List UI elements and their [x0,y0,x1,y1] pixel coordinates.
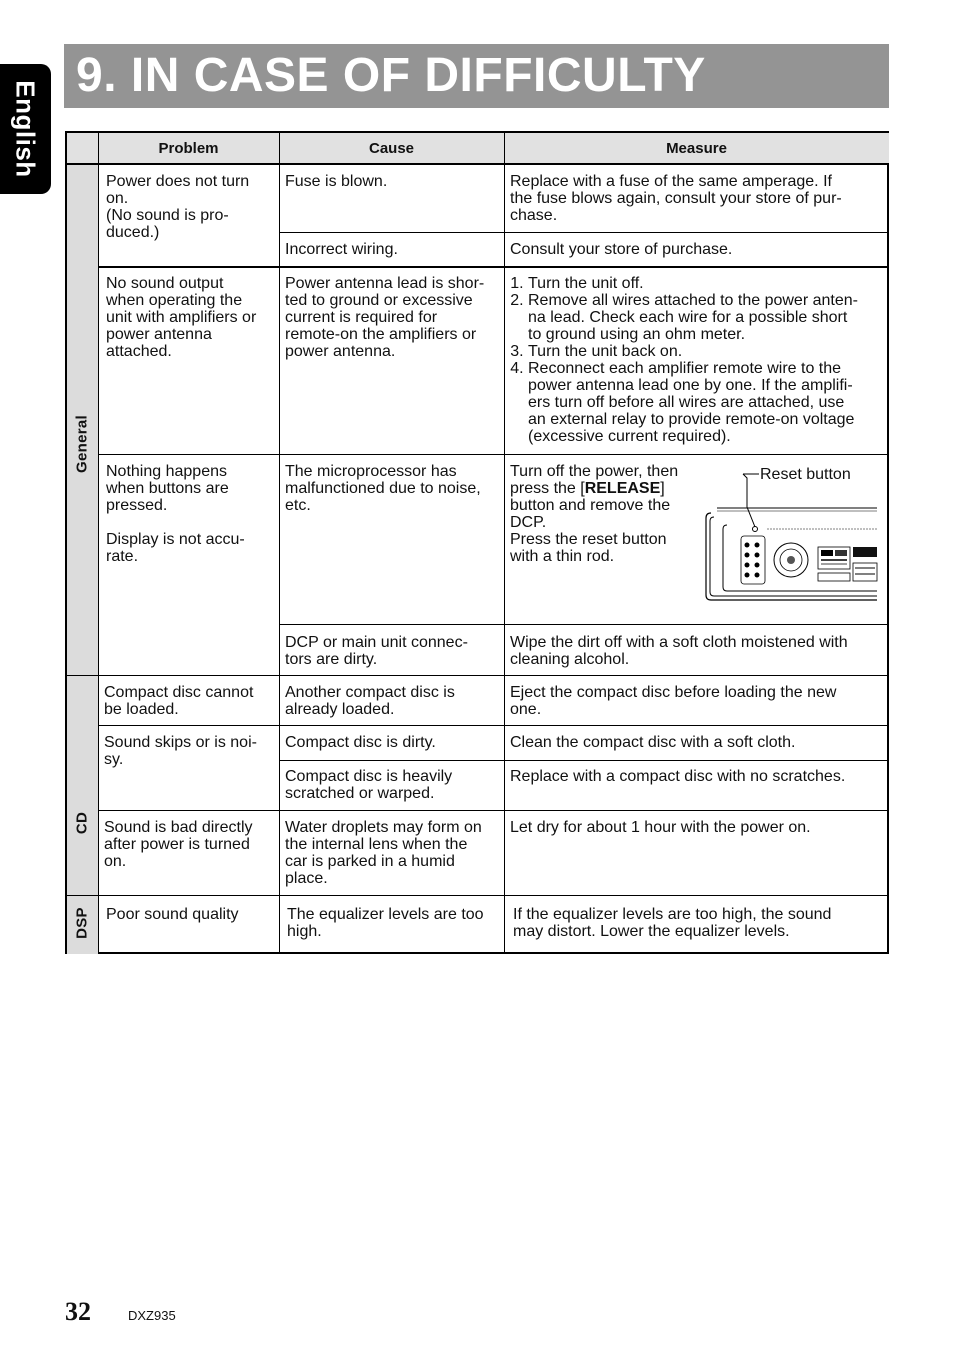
text-line: Wipe the dirt off with a soft cloth moistened with [510,634,848,651]
cause-cell [285,463,500,514]
step-item [528,292,886,343]
text-line: remote-on the amplifiers or [285,326,477,343]
row-divider [98,810,889,811]
header-cause: Cause [279,133,504,164]
text-line: be loaded. [104,701,179,718]
text-line: Let dry for about 1 hour with the power on. [510,819,811,836]
header-problem: Problem [98,133,279,164]
text-line: Another compact disc is [285,684,455,701]
cause-cell [285,173,500,190]
text-line: duced.) [106,224,160,241]
step-item [528,275,886,292]
text-line: malfunctioned due to noise, [285,480,481,497]
text-line: Turn off the power, then [510,463,679,480]
text-line: rate. [106,548,139,565]
problem-cell [106,463,276,565]
cause-cell [285,684,500,718]
text-line: Press the reset button [510,531,667,548]
cause-cell [285,241,500,258]
text-part: press the [ [510,480,585,497]
text-line: the fuse blows again, consult your store of pur- [510,190,842,207]
text-line: pressed. [106,497,168,514]
text-line: power antenna [106,326,212,343]
row-divider [67,163,889,165]
text-line: Poor sound quality [106,906,239,923]
text-line: unit with amplifiers or [106,309,257,326]
text-line: scratched or warped. [285,785,435,802]
row-divider [279,232,889,233]
text-line: sy. [104,751,124,768]
header-blank [67,133,98,164]
text-line: DCP. [510,514,547,531]
text-line: Turn the unit off. [528,275,644,292]
row-divider [98,266,889,268]
text-line: cleaning alcohol. [510,651,630,668]
text-line: Water droplets may form on [285,819,482,836]
text-line: Turn the unit back on. [528,343,683,360]
text-line: the internal lens when the [285,836,468,853]
text-line: Incorrect wiring. [285,241,398,258]
text-line: high. [287,923,322,940]
language-tab-label: English [10,80,41,178]
row-divider [279,760,889,761]
cause-cell [285,275,500,360]
col-divider [504,133,505,954]
text-line: (excessive current required). [528,428,731,445]
measure-steps [510,275,886,445]
text-line: Consult your store of purchase. [510,241,733,258]
text-line: place. [285,870,328,887]
text-line: on. [106,190,129,207]
release-key-label: RELEASE [584,480,661,497]
text-line: car is parked in a humid [285,853,455,870]
text-part: ] [660,480,665,497]
measure-cell [510,684,886,718]
text-line: Sound skips or is noi- [104,734,257,751]
text-line: one. [510,701,542,718]
text-line: Compact disc is heavily [285,768,453,785]
unit-reset-illustration [703,463,887,603]
problem-cell [106,275,276,360]
text-line: Reset button [760,466,851,483]
measure-cell [510,463,700,565]
text-line: na lead. Check each wire for a possible short [528,309,848,326]
text-line: No sound output [106,275,224,292]
text-line: Replace with a fuse of the same amperage. If [510,173,832,190]
section-cd [67,675,98,895]
text-line: Sound is bad directly [104,819,253,836]
measure-cell [510,275,886,445]
text-line: attached. [106,343,172,360]
text-line: Power does not turn [106,173,250,190]
text-line: to ground using an ohm meter. [528,326,746,343]
text-line: ted to ground or excessive [285,292,473,309]
measure-cell [510,173,886,224]
model-number: DXZ935 [128,1308,176,1323]
section-dsp-label: DSP [73,907,91,939]
text-line: tors are dirty. [285,651,378,668]
text-line [510,480,700,497]
text-line: button and remove the [510,497,671,514]
section-general [67,164,98,675]
row-divider [98,454,889,455]
text-line: with a thin rod. [510,548,615,565]
text-line: etc. [285,497,311,514]
text-line: on. [104,853,127,870]
cause-cell [285,734,500,751]
cause-cell [285,819,500,887]
text-line: Nothing happens [106,463,227,480]
measure-cell [510,634,886,668]
text-line: when buttons are [106,480,229,497]
text-line: The microprocessor has [285,463,457,480]
text-line: If the equalizer levels are too high, the sound [513,906,832,923]
measure-cell [510,768,886,785]
text-line: (No sound is pro- [106,207,229,224]
cause-cell [285,768,500,802]
text-line: DCP or main unit connec- [285,634,468,651]
text-line: Remove all wires attached to the power anten- [528,292,858,309]
row-divider [67,895,889,896]
text-line: Eject the compact disc before loading the new [510,684,837,701]
col-divider [279,133,280,954]
page-title: 9. IN CASE OF DIFFICULTY [76,49,706,102]
text-line: when operating the [106,292,243,309]
section-dsp [67,895,98,954]
text-line: ers turn off before all wires are attached, use [528,394,845,411]
section-cd-label: CD [73,811,91,835]
title-bar [64,44,889,108]
text-line: after power is turned [104,836,250,853]
cause-cell [285,634,500,668]
problem-cell [106,173,276,241]
text-line: Display is not accu- [106,531,245,548]
measure-cell [510,819,886,836]
text-line: already loaded. [285,701,395,718]
text-line: Fuse is blown. [285,173,388,190]
measure-cell [510,734,886,751]
text-line: current is required for [285,309,438,326]
problem-cell [104,819,276,870]
step-item [528,360,886,445]
col-divider [98,133,99,954]
text-line: power antenna. [285,343,396,360]
step-item [528,343,886,360]
text-line: Replace with a compact disc with no scratches. [510,768,846,785]
troubleshooting-table [65,131,889,954]
text-line: an external relay to provide remote-on voltage [528,411,855,428]
text-line: Power antenna lead is shor- [285,275,485,292]
text-line: chase. [510,207,558,224]
problem-cell [106,906,276,923]
text-line: Compact disc is dirty. [285,734,436,751]
row-divider [67,675,889,676]
text-line: Clean the compact disc with a soft cloth. [510,734,796,751]
row-divider [279,624,889,625]
measure-cell [510,241,886,258]
problem-cell [104,734,276,768]
text-line: may distort. Lower the equalizer levels. [513,923,790,940]
text-line: Reconnect each amplifier remote wire to the [528,360,842,377]
problem-cell [104,684,276,718]
text-line: The equalizer levels are too [287,906,484,923]
cause-cell [287,906,500,940]
header-measure: Measure [504,133,889,164]
row-divider [98,725,889,726]
language-tab [0,64,51,194]
measure-cell [513,906,886,940]
page-number: 32 [65,1297,91,1326]
text-line: Compact disc cannot [104,684,254,701]
section-general-label: General [73,415,91,473]
blank-line [106,514,276,531]
text-line: power antenna lead one by one. If the amplifi- [528,377,853,394]
